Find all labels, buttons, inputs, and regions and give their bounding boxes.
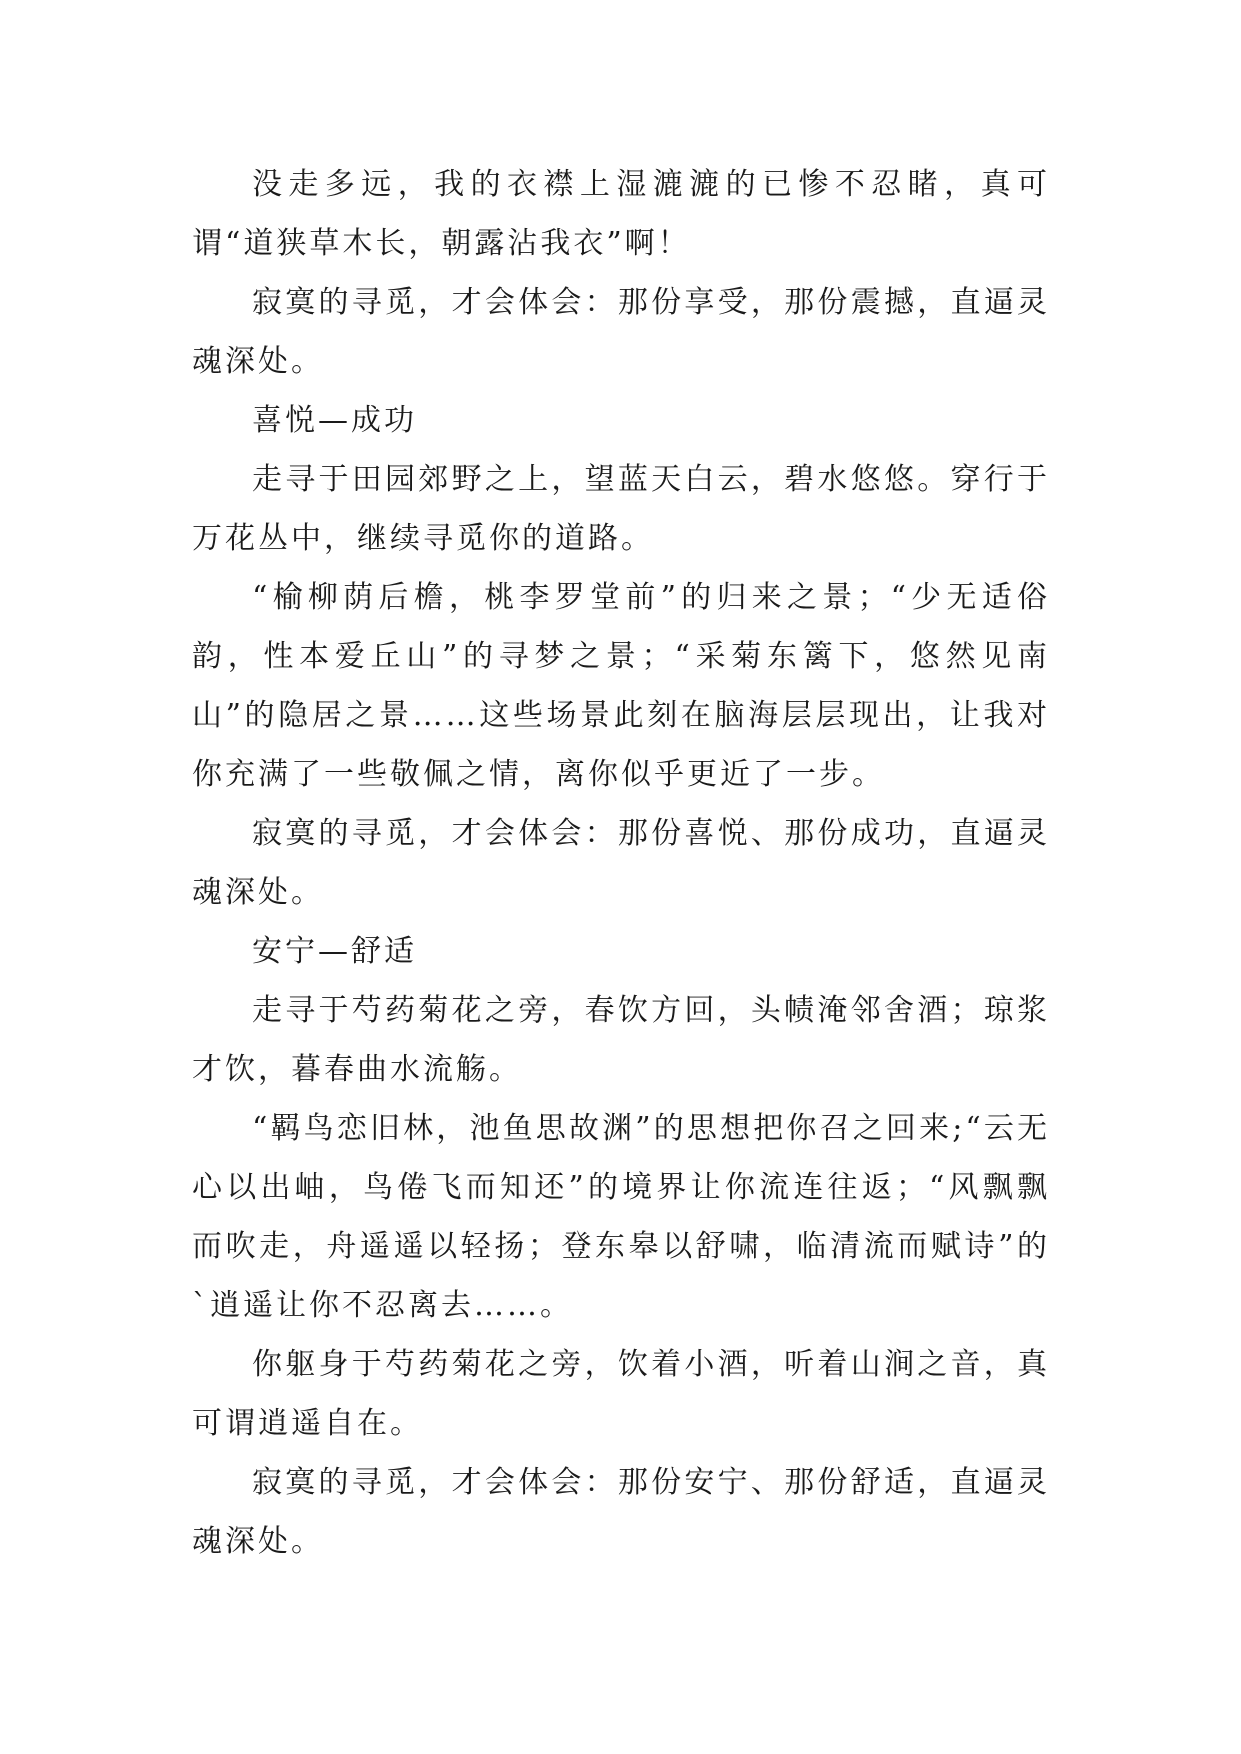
paragraph-8: 你躯身于芍药菊花之旁，饮着小酒，听着山涧之音，真可谓逍遥自在。 xyxy=(192,1347,1050,1441)
paragraph-4: “榆柳荫后檐，桃李罗堂前”的归来之景；“少无适俗韵，性本爱丘山”的寻梦之景；“采菊东篱下，悠然见南山”的隐居之景……这些场景此刻在脑海层层现出，让我对你充满了一些敬佩之情，离你似乎更近了一步。 xyxy=(192,580,1050,792)
section-heading-peace: 安宁—舒适 xyxy=(252,934,417,969)
paragraph-5: 寂寞的寻觅，才会体会：那份喜悦、那份成功，直逼灵魂深处。 xyxy=(192,816,1050,910)
body-text xyxy=(192,155,1050,1571)
paragraph-6: 走寻于芍药菊花之旁，春饮方回，头帻淹邻舍酒；琼浆才饮，暮春曲水流觞。 xyxy=(192,993,1050,1087)
paragraph-7: “羁鸟恋旧林，池鱼思故渊”的思想把你召之回来;“云无心以出岫，鸟倦飞而知还”的境界让你流连往返；“风飘飘而吹走，舟遥遥以轻扬；登东皋以舒啸，临清流而赋诗”的`逍遥让你不忍离去……。 xyxy=(192,1111,1050,1323)
paragraph-1: 没走多远，我的衣襟上湿漉漉的已惨不忍睹，真可谓“道狭草木长，朝露沾我衣”啊！ xyxy=(192,167,1050,261)
paragraph-2: 寂寞的寻觅，才会体会：那份享受，那份震撼，直逼灵魂深处。 xyxy=(192,285,1050,379)
paragraph-9: 寂寞的寻觅，才会体会：那份安宁、那份舒适，直逼灵魂深处。 xyxy=(192,1465,1050,1559)
section-heading-joy: 喜悦—成功 xyxy=(252,403,417,438)
paragraph-3: 走寻于田园郊野之上，望蓝天白云，碧水悠悠。穿行于万花丛中，继续寻觅你的道路。 xyxy=(192,462,1050,556)
